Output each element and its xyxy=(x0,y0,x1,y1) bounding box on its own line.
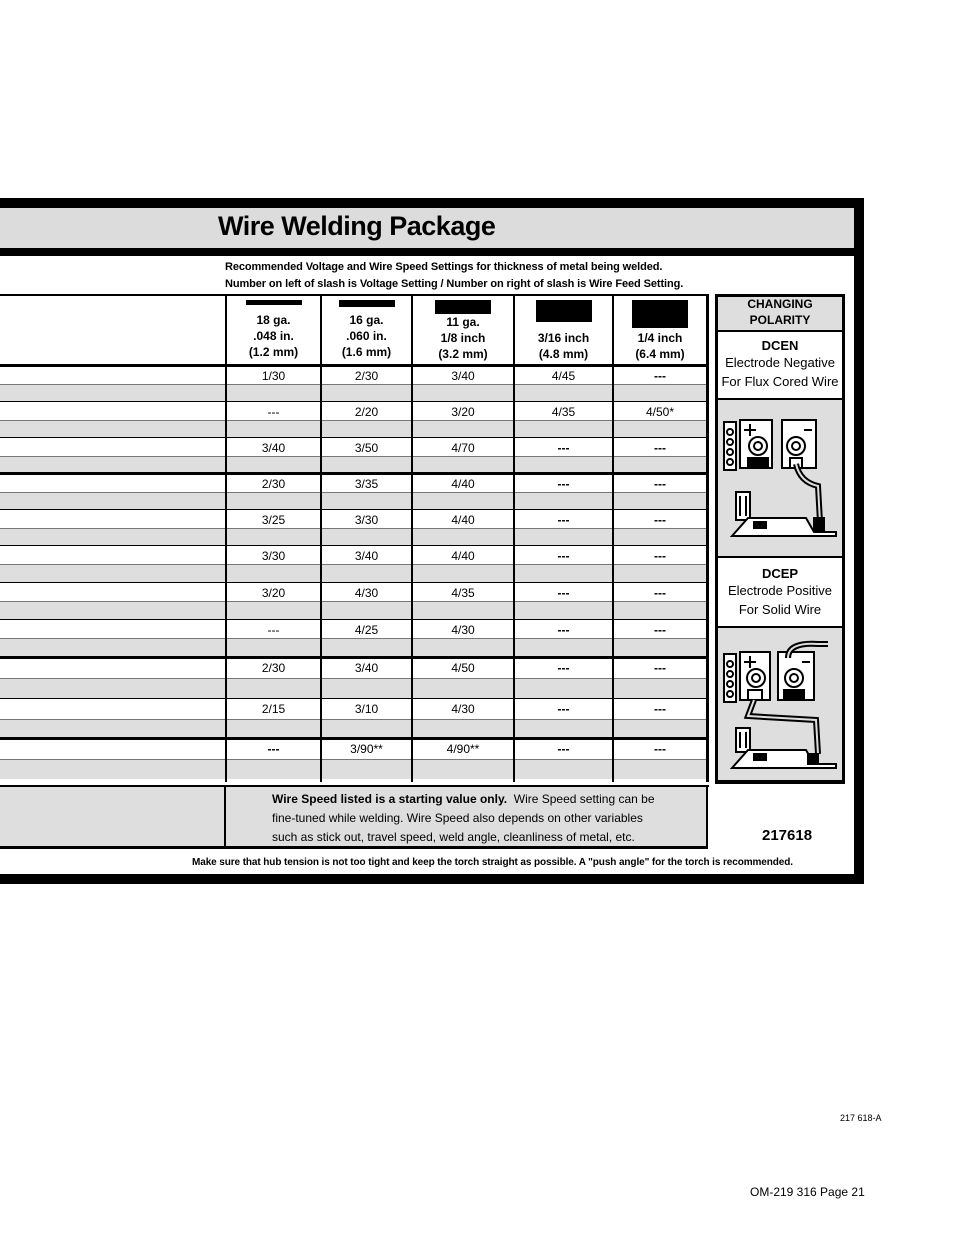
row-mid-rule xyxy=(0,719,707,720)
row-mid-rule xyxy=(0,492,707,493)
settings-cell: 3/30 xyxy=(354,513,379,527)
wire-speed-note-bold: Wire Speed listed is a starting value only. xyxy=(272,792,508,806)
row-divider xyxy=(0,401,707,402)
settings-cell: --- xyxy=(654,661,666,675)
dcen-wiring-diagram-icon xyxy=(718,400,842,556)
row-divider xyxy=(0,698,707,699)
settings-cell: --- xyxy=(654,586,666,600)
column-header-l2: .048 in. xyxy=(253,329,294,343)
row-mid-rule xyxy=(0,420,707,421)
wire-speed-note-line-1 xyxy=(272,792,655,806)
row-shade-band xyxy=(0,678,707,698)
settings-cell: --- xyxy=(557,549,570,563)
bottom-left-box xyxy=(0,787,224,847)
title-rule xyxy=(0,248,854,256)
row-divider xyxy=(0,619,707,620)
settings-cell: 4/40 xyxy=(451,513,475,527)
table-header-top-rule xyxy=(0,294,709,296)
settings-cell: --- xyxy=(557,586,570,600)
settings-cell: 4/70 xyxy=(451,441,475,455)
settings-cell: 3/40 xyxy=(354,661,379,675)
settings-cell: 3/20 xyxy=(451,405,475,419)
settings-cell: 4/35 xyxy=(551,405,576,419)
column-header-l2: 3/16 inch xyxy=(537,331,590,345)
row-shade-band xyxy=(0,719,707,739)
row-shade-band xyxy=(0,638,707,656)
settings-cell: 3/25 xyxy=(261,513,286,527)
polarity-header-line-2: POLARITY xyxy=(749,313,811,327)
settings-cell: 2/30 xyxy=(261,477,286,491)
note-box-bottom-rule xyxy=(0,846,708,849)
hub-tension-note: Make sure that hub tension is not too tight and keep the torch straight as possible. A "push angle" for the torch is recommended. xyxy=(192,857,793,868)
wire-speed-note-line-2: fine-tuned while welding. Wire Speed also depends on other variables xyxy=(272,811,643,825)
settings-cell: --- xyxy=(654,742,666,756)
column-header-l3: (6.4 mm) xyxy=(635,347,685,361)
polarity-panel xyxy=(715,294,845,784)
settings-cell: --- xyxy=(654,369,666,383)
row-mid-rule xyxy=(0,678,707,679)
row-mid-rule xyxy=(0,759,707,760)
row-divider xyxy=(0,656,707,659)
settings-cell: 3/40 xyxy=(354,549,379,563)
column-header-l3: (1.2 mm) xyxy=(248,345,299,359)
column-header-l2: 1/4 inch xyxy=(637,331,683,345)
settings-cell: --- xyxy=(654,702,666,716)
row-divider xyxy=(0,472,707,475)
settings-cell: --- xyxy=(557,477,570,491)
instruction-line-1: Recommended Voltage and Wire Speed Settings for thickness of metal being welded. xyxy=(225,261,663,273)
instruction-line-2: Number on left of slash is Voltage Setting / Number on right of slash is Wire Feed Setting. xyxy=(225,278,684,290)
settings-cell: 3/20 xyxy=(261,586,286,600)
row-shade-band xyxy=(0,492,707,510)
column-header-l2: .060 in. xyxy=(346,329,387,343)
settings-cell: 2/20 xyxy=(354,405,379,419)
row-divider xyxy=(0,737,707,740)
row-mid-rule xyxy=(0,456,707,457)
settings-cell: 3/40 xyxy=(261,441,286,455)
row-shade-band xyxy=(0,384,707,402)
thickness-swatch-icon xyxy=(246,300,302,305)
settings-cell: 4/40 xyxy=(451,549,475,563)
part-number: 217618 xyxy=(762,827,813,844)
page-title: Wire Welding Package xyxy=(218,211,496,241)
column-header-l2: 1/8 inch xyxy=(440,331,486,345)
settings-cell: 4/25 xyxy=(354,623,379,637)
settings-cell: 4/50 xyxy=(451,661,475,675)
settings-cell: 2/15 xyxy=(261,702,286,716)
row-mid-rule xyxy=(0,638,707,639)
settings-cell: 4/35 xyxy=(451,586,475,600)
settings-cell: --- xyxy=(557,661,570,675)
settings-cell: --- xyxy=(557,742,570,756)
settings-cell: 2/30 xyxy=(261,661,286,675)
row-mid-rule xyxy=(0,528,707,529)
thickness-swatch-icon xyxy=(536,300,592,322)
row-divider xyxy=(0,582,707,583)
settings-cell: 4/40 xyxy=(451,477,475,491)
settings-cell: 2/30 xyxy=(354,369,379,383)
settings-cell: 4/30 xyxy=(451,623,475,637)
settings-cell: --- xyxy=(557,513,570,527)
settings-cell: 3/90** xyxy=(350,742,383,756)
settings-cell: 3/40 xyxy=(451,369,475,383)
dcen-title: DCEN xyxy=(761,338,799,353)
settings-cell: 3/35 xyxy=(354,477,379,491)
figure-id: 217 618-A xyxy=(840,1113,882,1123)
settings-cell: --- xyxy=(267,623,280,637)
row-shade-band xyxy=(0,759,707,779)
dcep-line-2: For Solid Wire xyxy=(738,602,822,617)
dcen-line-2: For Flux Cored Wire xyxy=(721,374,839,389)
column-header-l1: 16 ga. xyxy=(349,313,384,327)
wire-speed-note-line-3: such as stick out, travel speed, weld angle, cleanliness of metal, etc. xyxy=(272,830,635,844)
thickness-swatch-icon xyxy=(435,300,491,314)
thickness-swatch-icon xyxy=(339,300,395,307)
table-header-bottom-rule xyxy=(0,364,707,367)
column-header-l1: 11 ga. xyxy=(446,315,480,329)
row-mid-rule xyxy=(0,564,707,565)
settings-cell: --- xyxy=(267,742,280,756)
column-header-l3: (3.2 mm) xyxy=(438,347,488,361)
settings-cell: 1/30 xyxy=(261,369,286,383)
row-shade-band xyxy=(0,528,707,546)
dcep-title: DCEP xyxy=(761,566,799,581)
row-shade-band xyxy=(0,601,707,619)
row-divider xyxy=(0,437,707,438)
settings-cell: --- xyxy=(654,623,666,637)
column-header-l3: (4.8 mm) xyxy=(538,347,589,361)
polarity-header-line-1: CHANGING xyxy=(747,297,813,311)
settings-cell: --- xyxy=(654,441,666,455)
row-shade-band xyxy=(0,420,707,438)
wire-speed-note-line-1-rest: Wire Speed setting can be xyxy=(507,792,655,806)
column-header-l3: (1.6 mm) xyxy=(341,345,392,359)
settings-cell: 3/50 xyxy=(354,441,379,455)
settings-cell: --- xyxy=(654,549,666,563)
dcen-line-1: Electrode Negative xyxy=(725,355,835,370)
settings-cell: 4/30 xyxy=(354,586,379,600)
settings-cell: --- xyxy=(557,702,570,716)
dcep-line-1: Electrode Positive xyxy=(727,583,833,598)
row-mid-rule xyxy=(0,601,707,602)
dcep-wiring-diagram-icon xyxy=(718,628,842,780)
row-mid-rule xyxy=(0,384,707,385)
row-shade-band xyxy=(0,564,707,582)
settings-cell: --- xyxy=(267,405,280,419)
settings-cell: 3/10 xyxy=(354,702,379,716)
settings-cell: 4/50* xyxy=(645,405,675,419)
settings-cell: 4/90** xyxy=(446,742,480,756)
note-box-right-rule xyxy=(706,787,708,849)
settings-cell: 4/30 xyxy=(451,702,475,716)
row-divider xyxy=(0,509,707,510)
page-number: OM-219 316 Page 21 xyxy=(750,1185,865,1199)
settings-cell: --- xyxy=(654,513,666,527)
settings-table xyxy=(0,294,709,782)
thickness-swatch-icon xyxy=(632,300,688,328)
settings-cell: 3/30 xyxy=(261,549,286,563)
settings-cell: 4/45 xyxy=(551,369,576,383)
settings-cell: --- xyxy=(654,477,666,491)
row-divider xyxy=(0,545,707,546)
settings-cell: --- xyxy=(557,623,570,637)
settings-cell: --- xyxy=(557,441,570,455)
column-header-l1: 18 ga. xyxy=(256,313,291,327)
